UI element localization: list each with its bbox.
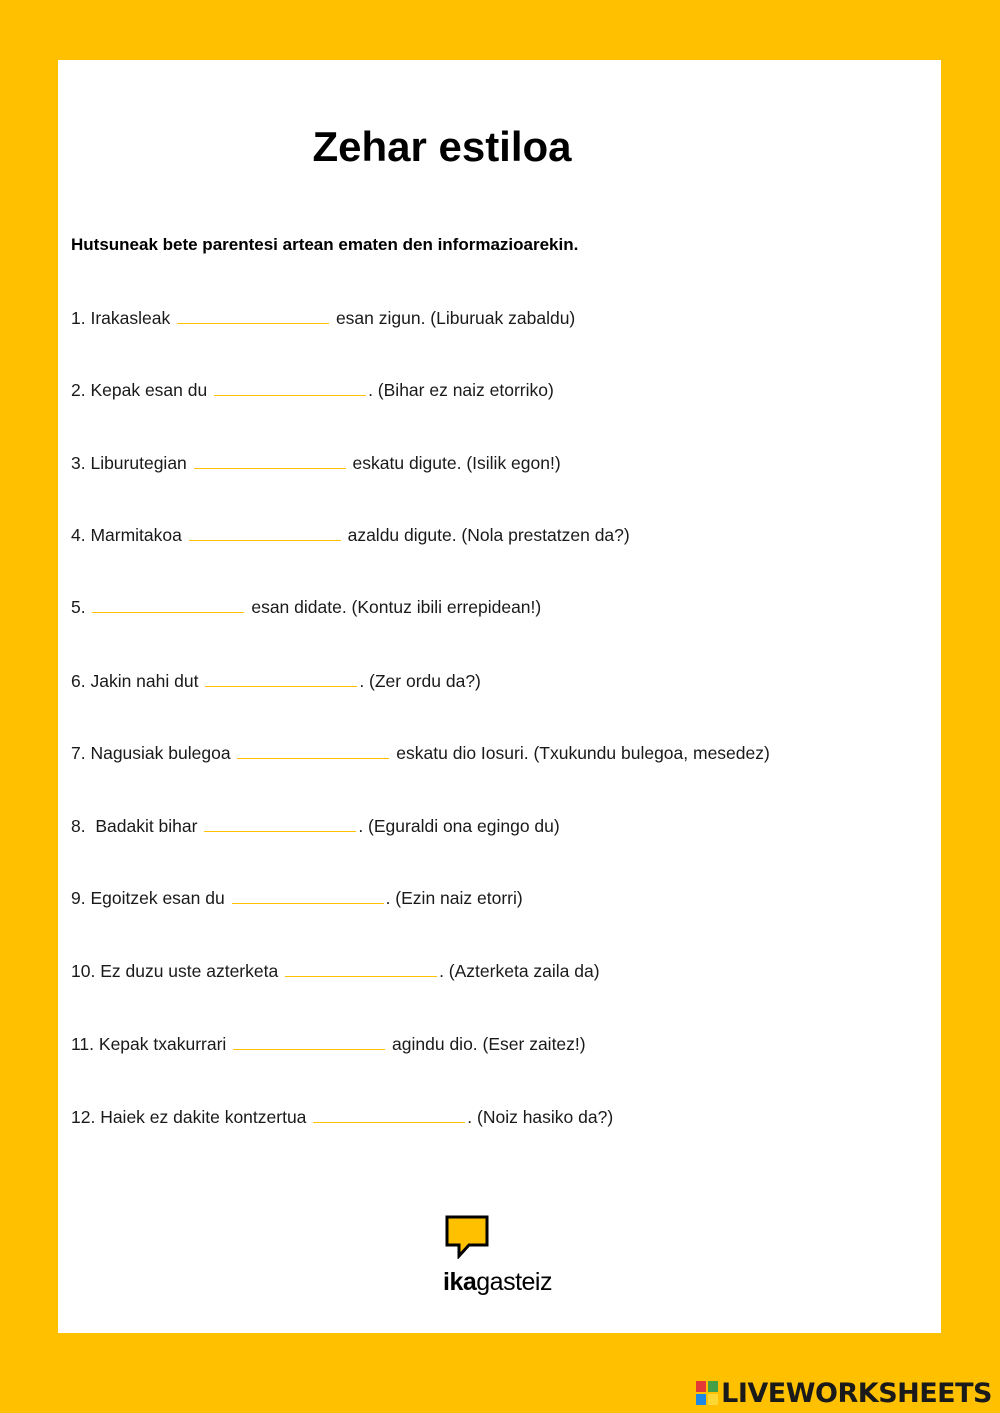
question-item: [71, 1034, 586, 1054]
question-text-before: 3. Liburutegian: [71, 453, 192, 473]
question-item: [71, 743, 770, 763]
question-text-after: . (Bihar ez naiz etorriko): [368, 380, 554, 400]
question-text-before: 2. Kepak esan du: [71, 380, 213, 400]
question-item: [71, 888, 523, 908]
answer-blank[interactable]: [313, 1108, 465, 1123]
question-text-before: 8. Badakit bihar: [71, 816, 203, 836]
logo-bold-part: ika: [443, 1268, 477, 1296]
question-item: [71, 308, 575, 328]
liveworksheets-text: LIVEWORKSHEETS: [721, 1377, 992, 1409]
question-item: [71, 525, 630, 545]
logo-wordmark: [443, 1267, 552, 1297]
question-text-after: esan didate. (Kontuz ibili errepidean!): [246, 597, 542, 617]
question-item: [71, 453, 561, 473]
question-item: [71, 597, 541, 617]
answer-blank[interactable]: [177, 309, 329, 324]
question-text-before: 4. Marmitakoa: [71, 525, 187, 545]
question-text-after: azaldu digute. (Nola prestatzen da?): [342, 525, 630, 545]
answer-blank[interactable]: [214, 381, 366, 396]
instructions: Hutsuneak bete parentesi artean ematen den informazioarekin.: [71, 235, 579, 254]
question-text-after: . (Noiz hasiko da?): [467, 1107, 614, 1127]
answer-blank[interactable]: [194, 454, 346, 469]
question-item: [71, 816, 560, 836]
question-text-before: 11. Kepak txakurrari: [71, 1034, 232, 1054]
question-text-after: . (Azterketa zaila da): [439, 961, 600, 981]
liveworksheets-icon: [696, 1381, 718, 1405]
speech-bubble-icon: [445, 1215, 489, 1259]
ikagasteiz-logo: [443, 1215, 563, 1295]
answer-blank[interactable]: [205, 672, 357, 687]
question-text-after: eskatu dio Iosuri. (Txukundu bulegoa, mesedez): [391, 743, 770, 763]
question-item: [71, 1107, 613, 1127]
question-text-before: 6. Jakin nahi dut: [71, 671, 204, 691]
question-text-after: . (Zer ordu da?): [359, 671, 481, 691]
question-text-before: 10. Ez duzu uste azterketa: [71, 961, 284, 981]
logo-regular-part: gasteiz: [476, 1268, 552, 1296]
question-text-before: 5.: [71, 597, 91, 617]
question-item: [71, 961, 600, 981]
answer-blank[interactable]: [232, 889, 384, 904]
question-text-before: 1. Irakasleak: [71, 308, 176, 328]
question-text-after: eskatu digute. (Isilik egon!): [347, 453, 561, 473]
question-text-before: 12. Haiek ez dakite kontzertua: [71, 1107, 312, 1127]
question-text-after: . (Eguraldi ona egingo du): [358, 816, 560, 836]
question-item: [71, 671, 481, 691]
answer-blank[interactable]: [233, 1035, 385, 1050]
liveworksheets-brand: [696, 1376, 992, 1410]
answer-blank[interactable]: [189, 526, 341, 541]
question-text-before: 7. Nagusiak bulegoa: [71, 743, 236, 763]
answer-blank[interactable]: [285, 962, 437, 977]
answer-blank[interactable]: [92, 598, 244, 613]
answer-blank[interactable]: [237, 744, 389, 759]
question-item: [71, 380, 554, 400]
answer-blank[interactable]: [204, 817, 356, 832]
question-text-before: 9. Egoitzek esan du: [71, 888, 230, 908]
page-title: Zehar estiloa: [312, 123, 572, 170]
question-text-after: . (Ezin naiz etorri): [385, 888, 523, 908]
question-text-after: esan zigun. (Liburuak zabaldu): [331, 308, 576, 328]
question-text-after: agindu dio. (Eser zaitez!): [387, 1034, 586, 1054]
